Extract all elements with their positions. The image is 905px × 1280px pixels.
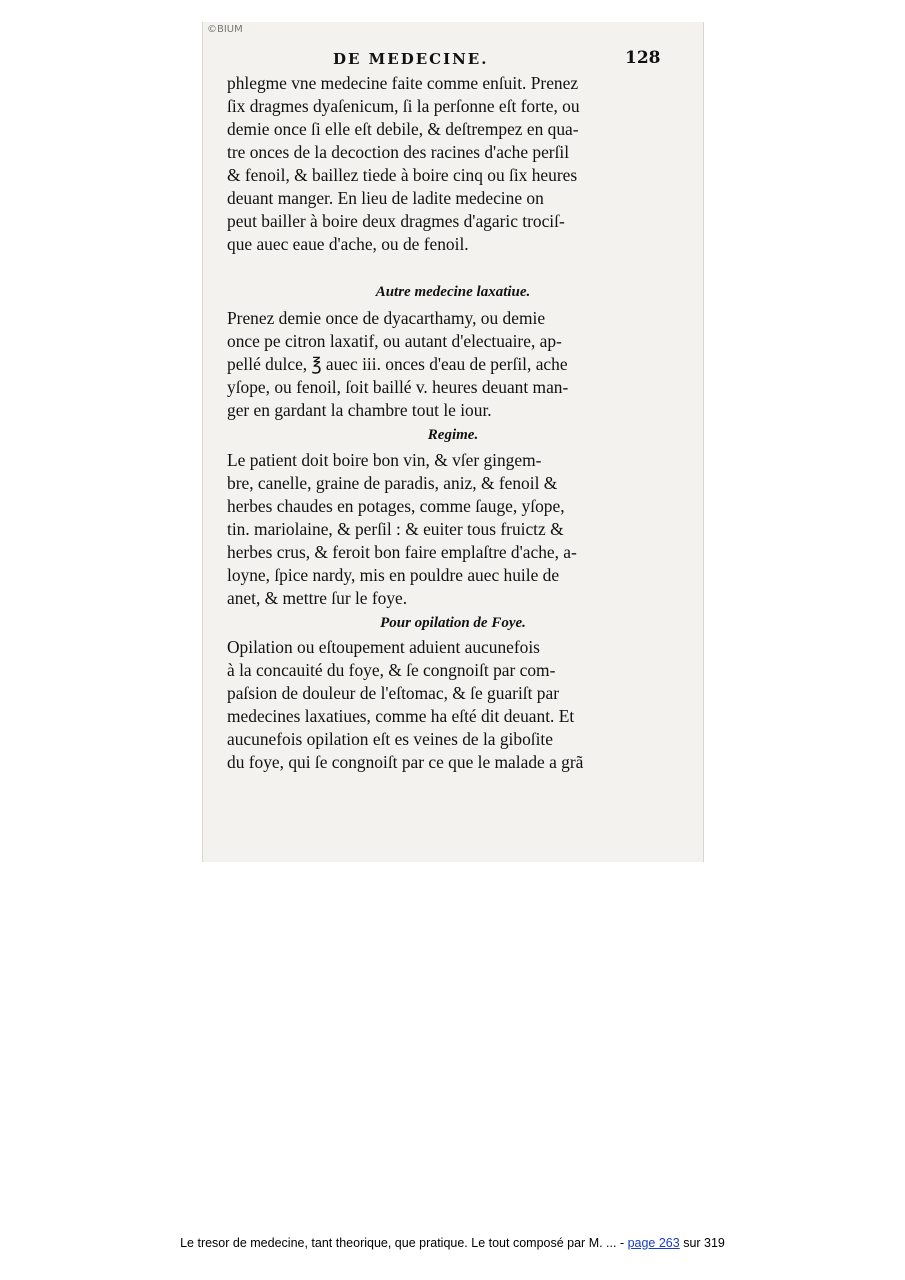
- section-heading: Regime.: [427, 427, 479, 443]
- text-line: du foye, qui ſe congnoiſt par ce que le malade a grã: [227, 752, 584, 772]
- text-line: Opilation ou eſtoupement aduient aucunefois: [227, 637, 540, 657]
- text-line: peut bailler à boire deux dragmes d'agaric trociſ-: [227, 211, 565, 231]
- footer-caption: [0, 1236, 905, 1250]
- text-line: demie once ſi elle eſt debile, & deſtrempez en qua-: [227, 119, 579, 139]
- running-head: DE MEDECINE.: [333, 50, 489, 68]
- text-line: anet, & mettre ſur le foye.: [227, 588, 408, 608]
- text-line: loyne, ſpice nardy, mis en pouldre auec huile de: [227, 565, 560, 585]
- text-line: aucunefois opilation eſt es veines de la giboſite: [227, 729, 553, 749]
- text-line: phlegme vne medecine faite comme enſuit. Prenez: [227, 73, 579, 93]
- book-title: Le tresor de medecine, tant theorique, que pratique. Le tout composé par M. ... -: [180, 1236, 628, 1250]
- text-line: herbes crus, & feroit bon faire emplaſtre d'ache, a-: [227, 542, 577, 562]
- text-line: yſope, ou fenoil, ſoit baillé v. heures deuant man-: [227, 377, 569, 397]
- text-line: à la concauité du foye, & ſe congnoiſt par com-: [227, 660, 556, 680]
- page-number: 128: [625, 48, 661, 68]
- text-line: Le patient doit boire bon vin, & vſer gingem-: [227, 450, 542, 470]
- scanned-page: [202, 22, 704, 862]
- text-line: & fenoil, & baillez tiede à boire cinq ou ſix heures: [227, 165, 578, 185]
- section-heading: Autre medecine laxatiue.: [375, 284, 531, 300]
- text-line: tre onces de la decoction des racines d'ache perſil: [227, 142, 570, 162]
- text-line: once pe citron laxatif, ou autant d'electuaire, ap-: [227, 331, 562, 351]
- text-line: pellé dulce, ℥ auec iii. onces d'eau de perſil, ache: [227, 354, 568, 374]
- text-line: que auec eaue d'ache, ou de fenoil.: [227, 234, 469, 254]
- text-line: ſix dragmes dyaſenicum, ſi la perſonne eſt forte, ou: [227, 96, 580, 116]
- section-heading: Pour opilation de Foye.: [380, 615, 526, 631]
- text-line: paſsion de douleur de l'eſtomac, & ſe guariſt par: [227, 683, 560, 703]
- text-line: tin. mariolaine, & perſil : & euiter tous fruictz &: [227, 519, 564, 539]
- text-line: medecines laxatiues, comme ha eſté dit deuant. Et: [227, 706, 575, 726]
- page-total: sur 319: [679, 1236, 725, 1250]
- text-line: deuant manger. En lieu de ladite medecine on: [227, 188, 544, 208]
- watermark: ©BIUM: [207, 24, 243, 35]
- text-line: herbes chaudes en potages, comme ſauge, yſope,: [227, 496, 565, 516]
- text-line: Prenez demie once de dyacarthamy, ou demie: [227, 308, 546, 328]
- text-line: bre, canelle, graine de paradis, aniz, & fenoil &: [227, 473, 558, 493]
- text-line: ger en gardant la chambre tout le iour.: [227, 400, 492, 420]
- page-link[interactable]: page 263: [627, 1236, 680, 1250]
